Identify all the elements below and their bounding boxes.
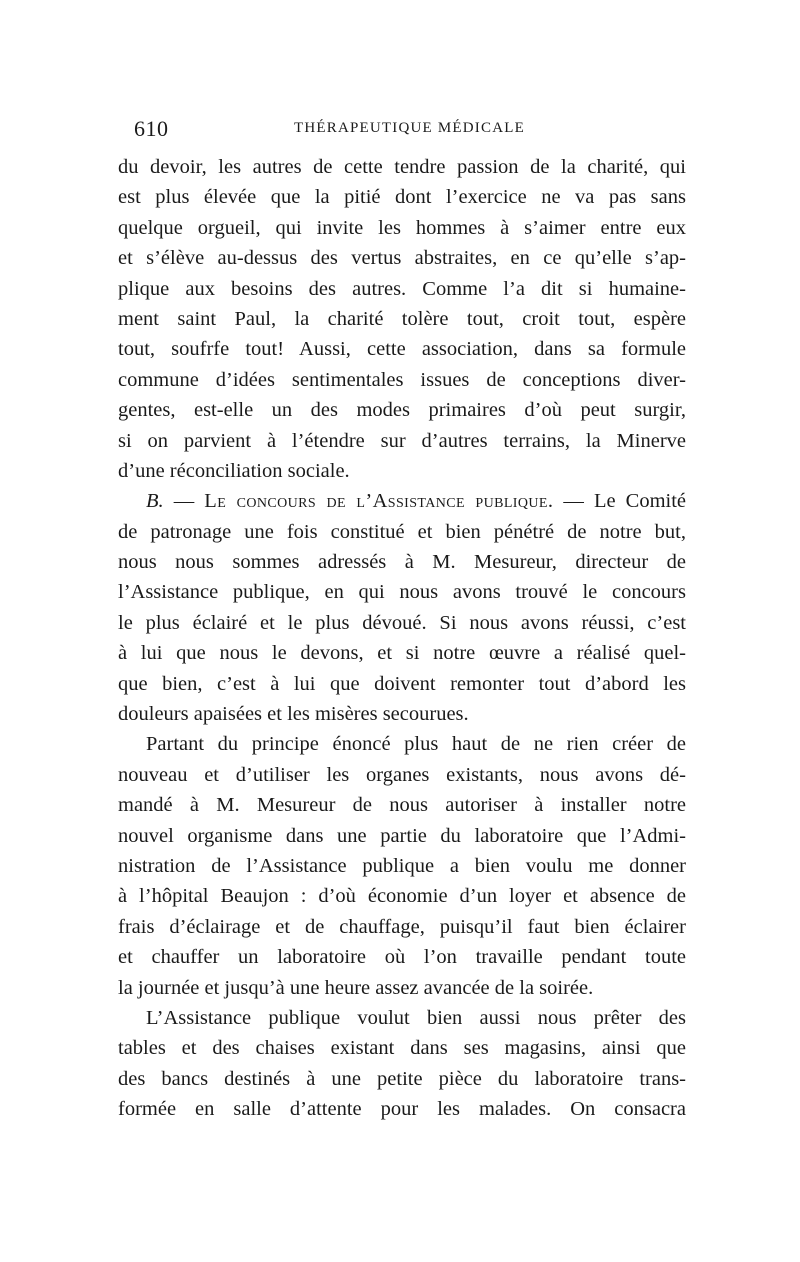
text-line: si on parvient à l’étendre sur d’autres terrains, la Minerve xyxy=(118,429,686,452)
text-line: douleurs apaisées et les misères secourues. xyxy=(118,703,469,726)
text-line: mandé à M. Mesureur de nous autoriser à installer notre xyxy=(118,794,686,817)
page-number: 610 xyxy=(134,116,169,141)
section-dash: — xyxy=(163,490,205,513)
text-line: nouveau et d’utiliser les organes existants, nous avons dé- xyxy=(118,763,686,786)
text-line: la journée et jusqu’à une heure assez avancée de la soirée. xyxy=(118,976,594,999)
paragraph-charity xyxy=(118,152,686,486)
text-line: et chauffer un laboratoire où l’on travaille pendant toute xyxy=(118,946,686,969)
text-line: L’Assistance publique voulut bien aussi nous prêter des xyxy=(146,1006,686,1029)
text-line: ment saint Paul, la charité tolère tout, croit tout, espère xyxy=(118,307,686,330)
text-line: commune d’idées sentimentales issues de conceptions diver- xyxy=(118,368,686,391)
text-line: le plus éclairé et le plus dévoué. Si nous avons réussi, c’est xyxy=(118,611,686,634)
text-line: des bancs destinés à une petite pièce du laboratoire trans- xyxy=(118,1067,686,1090)
text-line: quelque orgueil, qui invite les hommes à s’aimer entre eux xyxy=(118,216,686,239)
text-line: nous nous sommes adressés à M. Mesureur, directeur de xyxy=(118,551,686,574)
text-line: formée en salle d’attente pour les malades. On consacra xyxy=(118,1098,686,1121)
text-line: à l’hôpital Beaujon : d’où économie d’un loyer et absence de xyxy=(118,885,686,908)
running-head xyxy=(134,116,674,142)
text-line: l’Assistance publique, en qui nous avons trouvé le concours xyxy=(118,581,686,604)
text-line: du devoir, les autres de cette tendre passion de la charité, qui xyxy=(118,156,686,178)
text-line: tables et des chaises existant dans ses magasins, ainsi que xyxy=(118,1037,686,1060)
text-line: Partant du principe énoncé plus haut de ne rien créer de xyxy=(146,733,686,756)
section-lead-text: — Le Comité xyxy=(553,490,687,513)
body-text xyxy=(118,152,686,1125)
text-line: gentes, est-elle un des modes primaires d’où peut surgir, xyxy=(118,399,686,422)
text-line: de patronage une fois constitué et bien pénétré de notre but, xyxy=(118,520,686,543)
text-line: tout, soufrfe tout! Aussi, cette association, dans sa formule xyxy=(118,338,686,361)
paragraph-assistance-concours xyxy=(118,486,686,729)
text-line: et s’élève au-dessus des vertus abstraites, en ce qu’elle s’ap- xyxy=(118,247,686,270)
text-line: nistration de l’Assistance publique a bien voulu me donner xyxy=(118,854,686,877)
paragraph-furniture xyxy=(118,1003,686,1125)
section-heading-line xyxy=(118,486,686,516)
page-header-title: THÉRAPEUTIQUE MÉDICALE xyxy=(294,120,525,136)
text-line: est plus élevée que la pitié dont l’exercice ne va pas sans xyxy=(118,186,686,209)
text-line: plique aux besoins des autres. Comme l’a dit si humaine- xyxy=(118,277,686,300)
section-title: Le concours de l’Assistance publique. xyxy=(204,490,554,513)
text-line: nouvel organisme dans une partie du laboratoire que l’Admi- xyxy=(118,824,686,847)
text-line: à lui que nous le devons, et si notre œuvre a réalisé quel- xyxy=(118,642,686,665)
paragraph-beaujon-lab xyxy=(118,729,686,1003)
text-line: d’une réconciliation sociale. xyxy=(118,459,350,482)
section-letter: B. xyxy=(146,490,164,513)
text-line: frais d’éclairage et de chauffage, puisqu’il faut bien éclairer xyxy=(118,915,686,938)
text-line: que bien, c’est à lui que doivent remonter tout d’abord les xyxy=(118,672,686,695)
